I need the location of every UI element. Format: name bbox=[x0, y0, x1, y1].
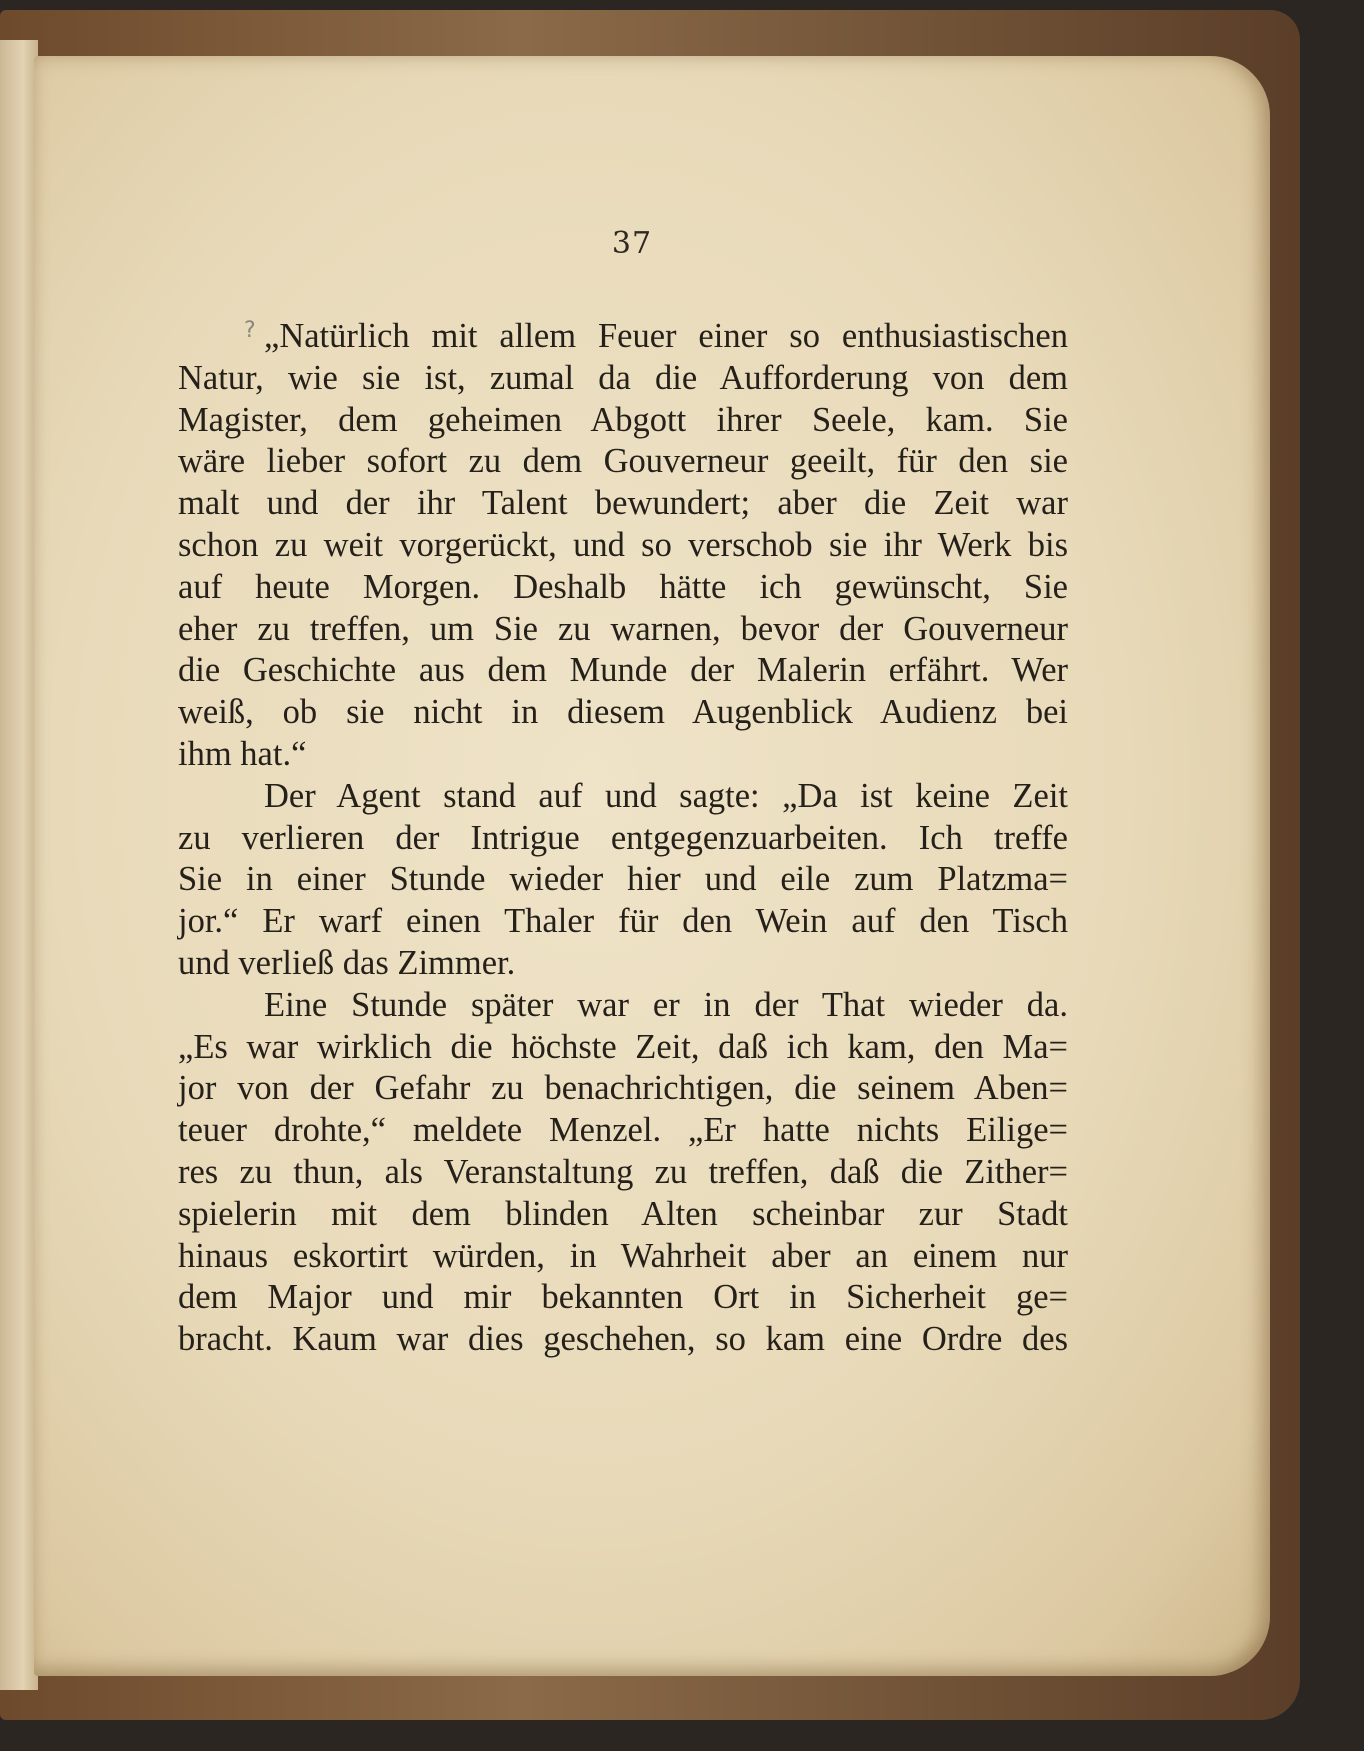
text-line: Natur, wie sie ist, zumal da die Aufforderung von dem bbox=[178, 358, 1068, 397]
text-line: eher zu treffen, um Sie zu warnen, bevor der Gouverneur bbox=[178, 609, 1068, 648]
text-line: dem Major und mir bekannten Ort in Sicherheit ge= bbox=[178, 1278, 1068, 1317]
text-line: weiß, ob sie nicht in diesem Augenblick Audienz bei bbox=[178, 693, 1068, 732]
text-line: malt und der ihr Talent bewundert; aber die Zeit war bbox=[178, 484, 1068, 523]
text-line: teuer drohte,“ meldete Menzel. „Er hatte nichts Eilige= bbox=[178, 1111, 1068, 1150]
text-line: „Natürlich mit allem Feuer einer so enthusiastischen bbox=[264, 317, 1068, 355]
text-line: Der Agent stand auf und sagte: „Da ist keine Zeit bbox=[264, 776, 1068, 815]
text-line: auf heute Morgen. Deshalb hätte ich gewünscht, Sie bbox=[178, 567, 1068, 606]
text-line: „Es war wirklich die höchste Zeit, daß ich kam, den Ma= bbox=[178, 1027, 1068, 1066]
page-number: 37 bbox=[611, 226, 653, 261]
text-line: bracht. Kaum war dies geschehen, so kam eine Ordre des bbox=[178, 1320, 1068, 1359]
text-line: schon zu weit vorgerückt, und so verschob sie ihr Werk bis bbox=[178, 525, 1068, 564]
text-line: jor von der Gefahr zu benachrichtigen, die seinem Aben= bbox=[178, 1069, 1068, 1108]
text-line: Sie in einer Stunde wieder hier und eile zum Platzma= bbox=[178, 860, 1068, 899]
text-line: spielerin mit dem blinden Alten scheinbar zur Stadt bbox=[178, 1194, 1068, 1233]
text-line: zu verlieren der Intrigue entgegenzuarbeiten. Ich treffe bbox=[178, 818, 1068, 857]
text-line: und verließ das Zimmer. bbox=[178, 943, 516, 982]
text-line: jor.“ Er warf einen Thaler für den Wein auf den Tisch bbox=[178, 902, 1068, 941]
text-line: res zu thun, als Veranstaltung zu treffen, daß die Zither= bbox=[178, 1152, 1068, 1191]
page-text bbox=[178, 316, 1068, 1361]
previous-page-edge bbox=[0, 40, 38, 1690]
text-line: hinaus eskortirt würden, in Wahrheit aber an einem nur bbox=[178, 1236, 1068, 1275]
margin-pencil-mark: ? bbox=[244, 318, 256, 343]
text-line: die Geschichte aus dem Munde der Malerin erfährt. Wer bbox=[178, 651, 1068, 690]
text-line: Magister, dem geheimen Abgott ihrer Seele, kam. Sie bbox=[178, 400, 1068, 439]
text-line: ihm hat.“ bbox=[178, 734, 307, 773]
text-line: wäre lieber sofort zu dem Gouverneur geeilt, für den sie bbox=[178, 442, 1068, 481]
text-line: Eine Stunde später war er in der That wieder da. bbox=[264, 985, 1068, 1024]
